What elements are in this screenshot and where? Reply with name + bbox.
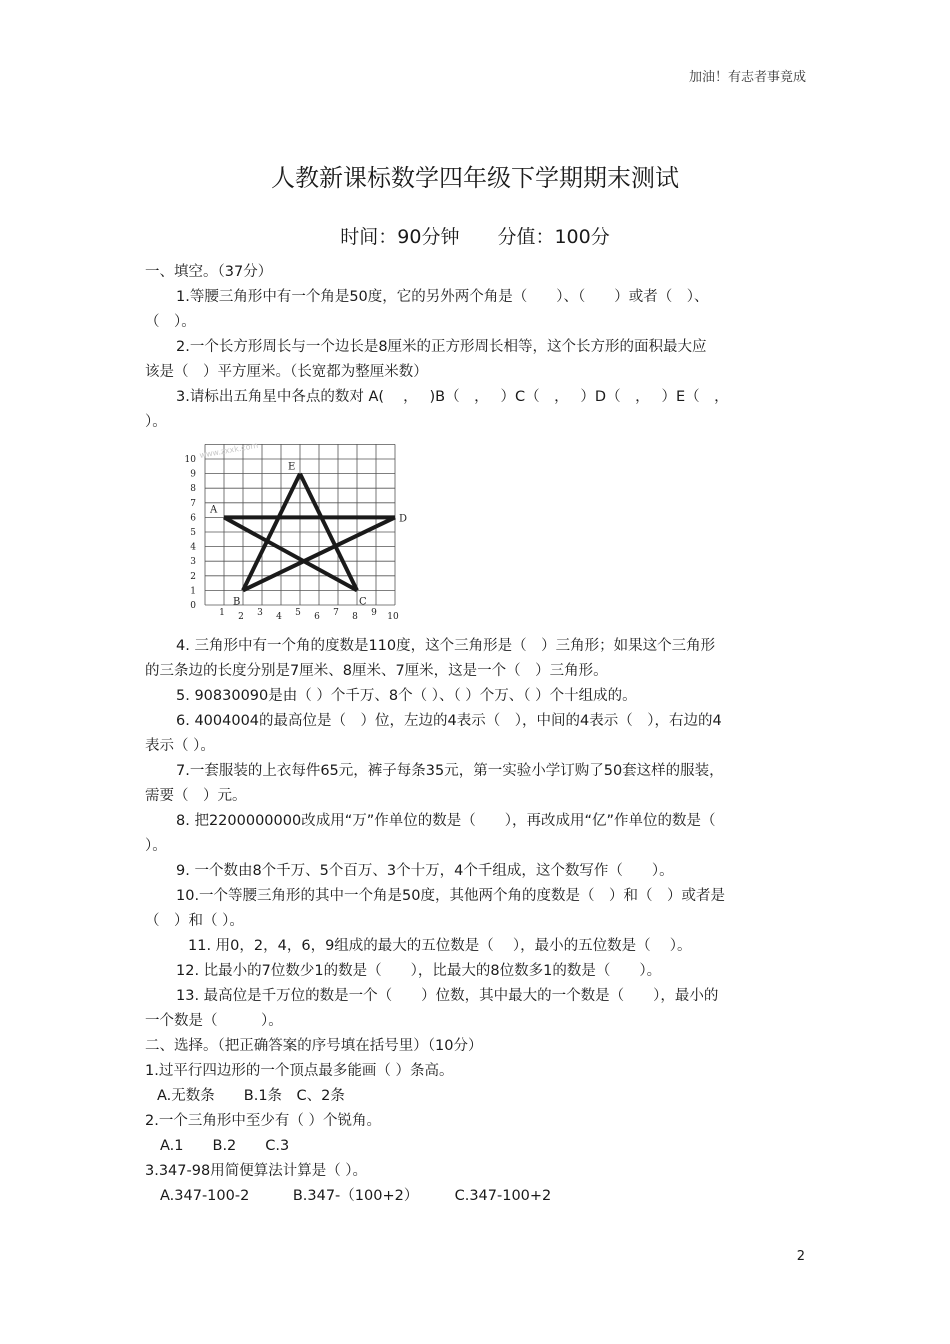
q12: 12. 比最小的7位数少1的数是（ ），比最大的8位数多1的数是（ ）。 (176, 963, 662, 979)
x-tick-label: 4 (276, 612, 282, 622)
y-tick-label: 10 (184, 455, 196, 465)
y-tick-label: 9 (190, 469, 196, 480)
q5: 5. 90830090是由（ ）个千万、8个（ ）、（ ）个万、（ ）个十组成的。 (176, 688, 637, 704)
q7-line2: 需要（ ）元。 (145, 788, 247, 804)
x-tick-label: 10 (387, 612, 399, 622)
q13-line2: 一个数是（ ）。 (145, 1013, 283, 1029)
exam-info: 时间：90分钟 分值：100分 (340, 226, 610, 248)
section2-heading: 二、选择。（把正确答案的序号填在括号里）（10分） (145, 1038, 483, 1054)
y-tick-label: 8 (190, 484, 196, 495)
x-tick-label: 1 (219, 608, 225, 618)
q7-line1: 7.一套服装的上衣每件65元，裤子每条35元，第一实验小学订购了50套这样的服装， (176, 763, 724, 779)
q8-line2: ）。 (145, 838, 167, 854)
q1-line1: 1.等腰三角形中有一个角是50度，它的另外两个角是（ ）、（ ）或者（ ）、 (176, 289, 709, 305)
q6-line1: 6. 4004004的最高位是（ ）位，左边的4表示（ ），中间的4表示（ ），右边的4 (176, 713, 722, 729)
q10-line2: （ ）和（ ）。 (145, 913, 244, 929)
choice3: 3.347-98用简便算法计算是（ ）。 (145, 1163, 368, 1179)
q11: 11. 用0，2，4，6，9组成的最大的五位数是（ ），最小的五位数是（ ）。 (188, 938, 692, 954)
x-tick-label: 3 (257, 608, 263, 618)
y-tick-label: 5 (190, 528, 196, 538)
point-label-E: E (288, 461, 296, 473)
x-tick-label: 6 (314, 612, 320, 622)
choice2: 2.一个三角形中至少有（ ）个锐角。 (145, 1113, 381, 1129)
choice1: 1.过平行四边形的一个顶点最多能画（ ）条高。 (145, 1063, 454, 1079)
point-label-D: D (399, 513, 408, 525)
choice1-options: A.无数条 B.1条 C、2条 (157, 1088, 345, 1104)
point-label-C: C (359, 596, 367, 608)
q13-line1: 13. 最高位是千万位的数是一个（ ）位数，其中最大的一个数是（ ），最小的 (176, 988, 719, 1004)
x-tick-label: 5 (295, 608, 301, 618)
point-label-A: A (210, 504, 218, 516)
q2-line1: 2.一个长方形周长与一个边长是8厘米的正方形周长相等，这个长方形的面积最大应 (176, 339, 707, 355)
y-tick-label: 6 (190, 513, 196, 524)
q10-line1: 10.一个等腰三角形的其中一个角是50度，其他两个角的度数是（ ）和（ ）或者是 (176, 888, 726, 904)
q3-line1: 3.请标出五角星中各点的数对 A( ， )B（ ， ）C（ ， ）D（ ， ）E（ ， (176, 389, 729, 405)
q2-line2: 该是（ ）平方厘米。（长宽都为整厘米数） (145, 364, 428, 380)
q1-line2: （ ）。 (145, 314, 196, 330)
x-tick-label: 9 (371, 608, 377, 618)
choice2-options: A.1 B.2 C.3 (160, 1138, 290, 1154)
q3-line2: ）。 (145, 414, 167, 430)
y-tick-label: 1 (190, 586, 196, 597)
q4-line2: 的三条边的长度分别是7厘米、8厘米、7厘米，这是一个（ ）三角形。 (145, 663, 608, 679)
point-label-B: B (233, 596, 241, 608)
y-tick-label: 0 (190, 601, 196, 611)
y-tick-label: 2 (190, 571, 196, 582)
star-grid-figure (178, 432, 418, 622)
y-tick-label: 3 (190, 557, 196, 568)
section1-heading: 一、填空。（37分） (145, 264, 273, 280)
q6-line2: 表示（ ）。 (145, 738, 215, 754)
y-tick-label: 4 (190, 542, 196, 553)
q9: 9. 一个数由8个千万、5个百万、3个十万，4个千组成，这个数写作（ ）。 (176, 863, 674, 879)
x-tick-label: 8 (352, 612, 358, 622)
page-number: 2 (796, 1249, 805, 1264)
x-tick-label: 2 (238, 612, 244, 622)
q8-line1: 8. 把2200000000改成用“万”作单位的数是（ ），再改成用“亿”作单位的数是（ (176, 813, 716, 829)
x-tick-label: 7 (333, 608, 339, 618)
choice3-options: A.347-100-2 B.347-（100+2） C.347-100+2 (160, 1188, 552, 1204)
watermark-text: www.zxxk.com (198, 440, 259, 460)
page-header: 加油！有志者事竟成 (688, 70, 806, 85)
y-tick-label: 7 (190, 498, 196, 509)
q4-line1: 4. 三角形中有一个角的度数是110度，这个三角形是（ ）三角形；如果这个三角形 (176, 638, 716, 654)
page-title: 人教新课标数学四年级下学期期末测试 (271, 164, 679, 192)
